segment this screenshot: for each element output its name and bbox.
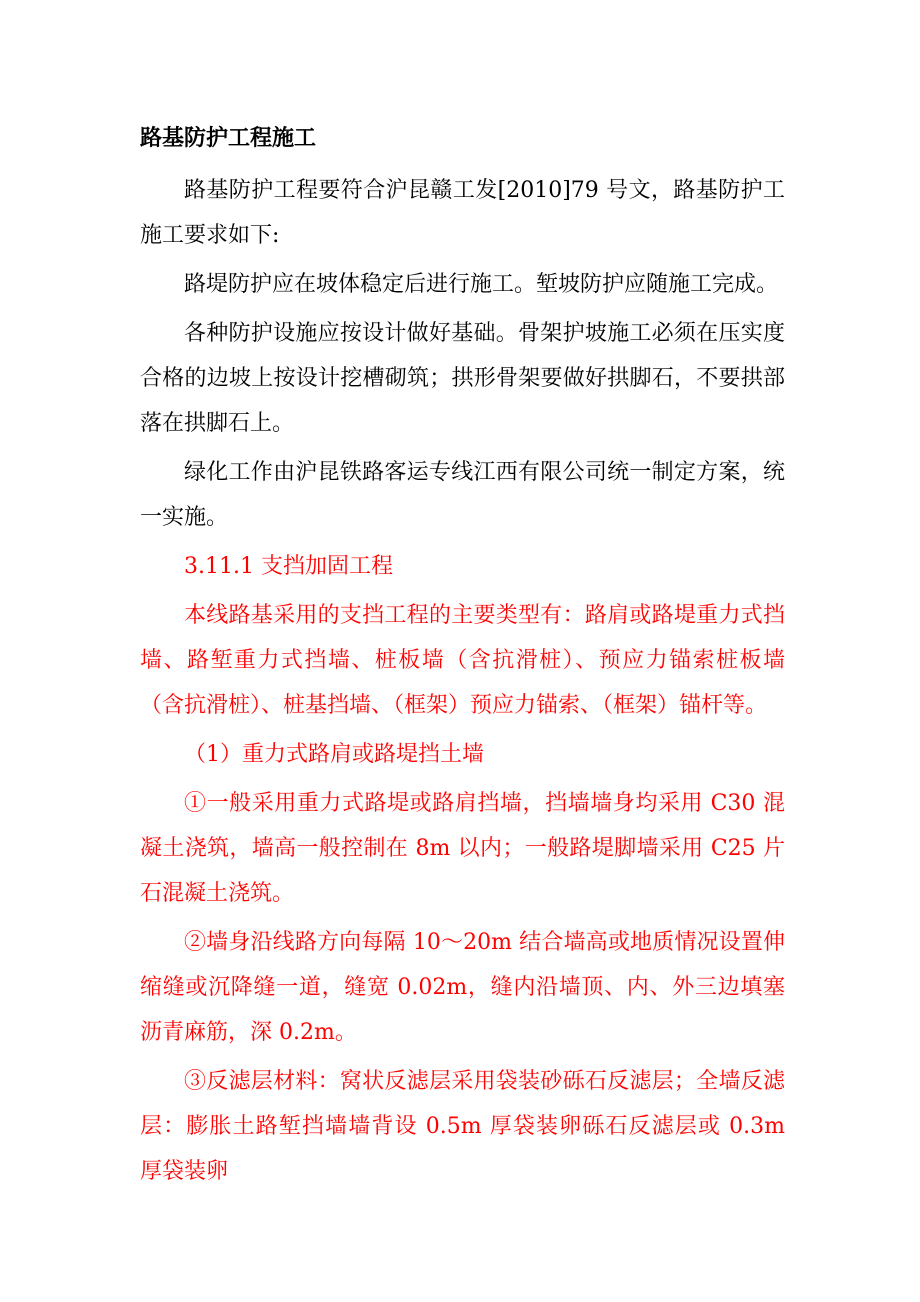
list-item-3-filter-layer: ③反滤层材料：窝状反滤层采用袋装砂砾石反滤层；全墙反滤层：膨胀土路堑挡墙墙背设 0.5m 厚袋装卵砾石反滤层或 0.3m 厚袋装卵 <box>140 1069 785 1184</box>
document-body <box>140 118 785 1194</box>
section-heading: 3.11.1 支挡加固工程 <box>184 554 393 579</box>
document-title: 路基防护工程施工 <box>140 125 317 151</box>
list-item-1-concrete: ①一般采用重力式路堤或路肩挡墙，挡墙墙身均采用 C30 混凝土浇筑，墙高一般控制在 8m 以内；一般路堤脚墙采用 C25 片石混凝土浇筑。 <box>140 791 785 906</box>
paragraph-requirements-intro: 路基防护工程要符合沪昆赣工发[2010]79 号文，路基防护工施工要求如下: <box>140 178 785 248</box>
list-item-2-joints: ②墙身沿线路方向每隔 10～20m 结合墙高或地质情况设置伸缩缝或沉降缝一道，缝宽 0.02m，缝内沿墙顶、内、外三边填塞沥青麻筋，深 0.2m。 <box>140 930 785 1045</box>
subheading-gravity-wall: （1）重力式路肩或路堤挡土墙 <box>184 742 484 767</box>
paragraph-embankment-protection: 路堤防护应在坡体稳定后进行施工。堑坡防护应随施工完成。 <box>184 272 779 297</box>
paragraph-foundation-skeleton: 各种防护设施应按设计做好基础。骨架护坡施工必须在压实度合格的边坡上按设计挖槽砌筑；拱形骨架要做好拱脚石，不要拱部落在拱脚石上。 <box>140 321 785 436</box>
paragraph-greening: 绿化工作由沪昆铁路客运专线江西有限公司统一制定方案，统一实施。 <box>140 460 785 530</box>
paragraph-retaining-types: 本线路基采用的支挡工程的主要类型有：路肩或路堤重力式挡墙、路堑重力式挡墙、桩板墙（含抗滑桩）、预应力锚索桩板墙（含抗滑桩）、桩基挡墙、（框架）预应力锚索、（框架）锚杆等。 <box>140 603 785 718</box>
